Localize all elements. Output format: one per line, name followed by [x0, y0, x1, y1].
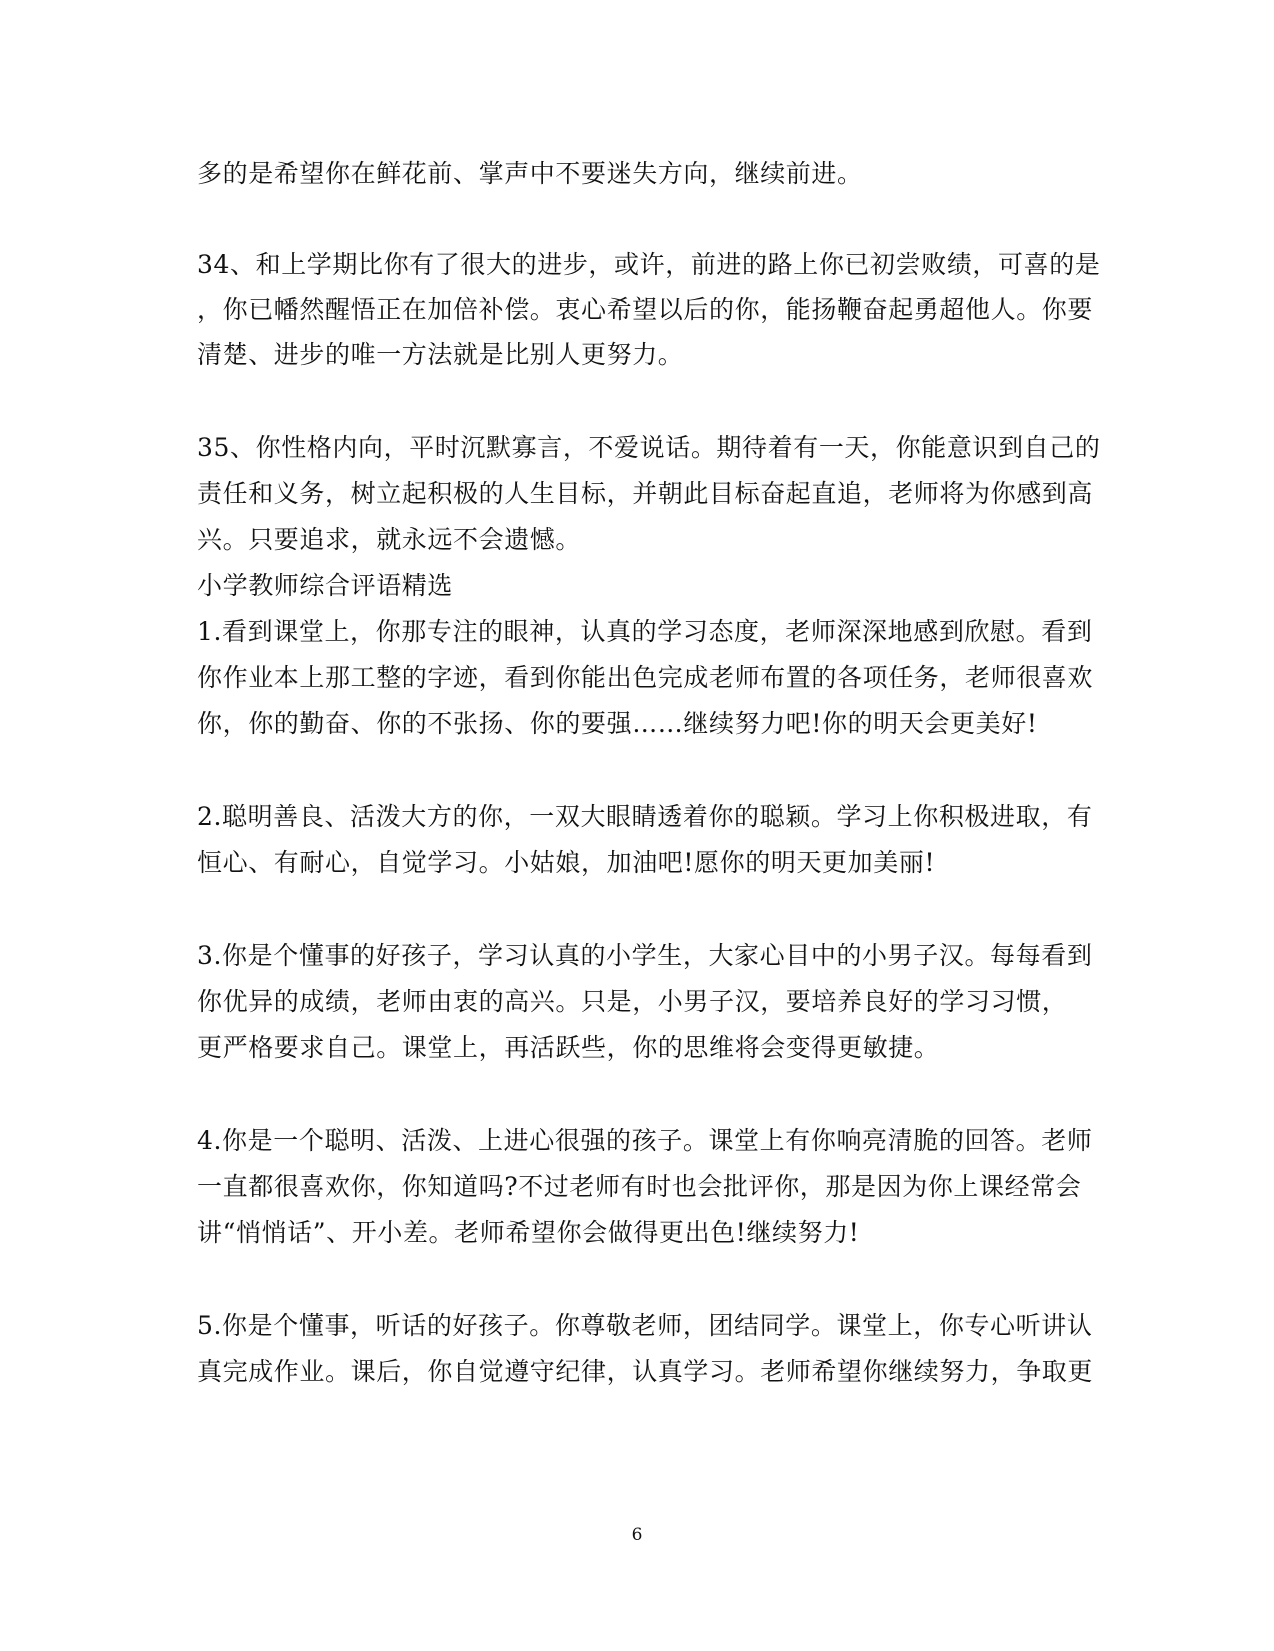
text-line: 兴。只要追求，就永远不会遗憾。 [197, 525, 582, 554]
text-line: 更严格要求自己。课堂上，再活跃些，你的思维将会变得更敏捷。 [197, 1033, 940, 1062]
text-line: 34、和上学期比你有了很大的进步，或许，前进的路上你已初尝败绩，可喜的是 [197, 250, 1101, 279]
text-line: 清楚、进步的唯一方法就是比别人更努力。 [197, 340, 684, 369]
text-line: 你作业本上那工整的字迹，看到你能出色完成老师布置的各项任务，老师很喜欢 [197, 663, 1094, 692]
text-line: 责任和义务，树立起积极的人生目标，并朝此目标奋起直追，老师将为你感到高 [197, 479, 1094, 508]
text-line: 3.你是个懂事的好孩子，学习认真的小学生，大家心目中的小男子汉。每每看到 [197, 941, 1093, 970]
text-line: 真完成作业。课后，你自觉遵守纪律，认真学习。老师希望你继续努力，争取更 [197, 1357, 1094, 1386]
text-line: 恒心、有耐心，自觉学习。小姑娘，加油吧!愿你的明天更加美丽! [197, 848, 936, 877]
text-line: 你，你的勤奋、你的不张扬、你的要强……继续努力吧!你的明天会更美好! [197, 709, 1038, 738]
text-line: 你优异的成绩，老师由衷的高兴。只是，小男子汉，要培养良好的学习习惯， [197, 987, 1068, 1016]
text-line: 35、你性格内向，平时沉默寡言，不爱说话。期待着有一天，你能意识到自己的 [197, 433, 1101, 462]
text-line: 多的是希望你在鲜花前、掌声中不要迷失方向，继续前进。 [197, 159, 863, 188]
text-line: 一直都很喜欢你，你知道吗?不过老师有时也会批评你，那是因为你上课经常会 [197, 1172, 1082, 1201]
text-line: 讲“悄悄话”、开小差。老师希望你会做得更出色!继续努力! [197, 1218, 860, 1247]
text-line: 2.聪明善良、活泼大方的你，一双大眼睛透着你的聪颖。学习上你积极进取，有 [197, 802, 1093, 831]
section-heading: 小学教师综合评语精选 [197, 571, 454, 600]
page-number: 6 [631, 1525, 643, 1545]
text-line: ，你已幡然醒悟正在加倍补偿。衷心希望以后的你，能扬鞭奋起勇超他人。你要 [197, 295, 1094, 324]
text-line: 4.你是一个聪明、活泼、上进心很强的孩子。课堂上有你响亮清脆的回答。老师 [197, 1126, 1093, 1155]
text-line: 5.你是个懂事，听话的好孩子。你尊敬老师，团结同学。课堂上，你专心听讲认 [197, 1311, 1093, 1340]
text-line: 1.看到课堂上，你那专注的眼神，认真的学习态度，老师深深地感到欣慰。看到 [197, 617, 1093, 646]
